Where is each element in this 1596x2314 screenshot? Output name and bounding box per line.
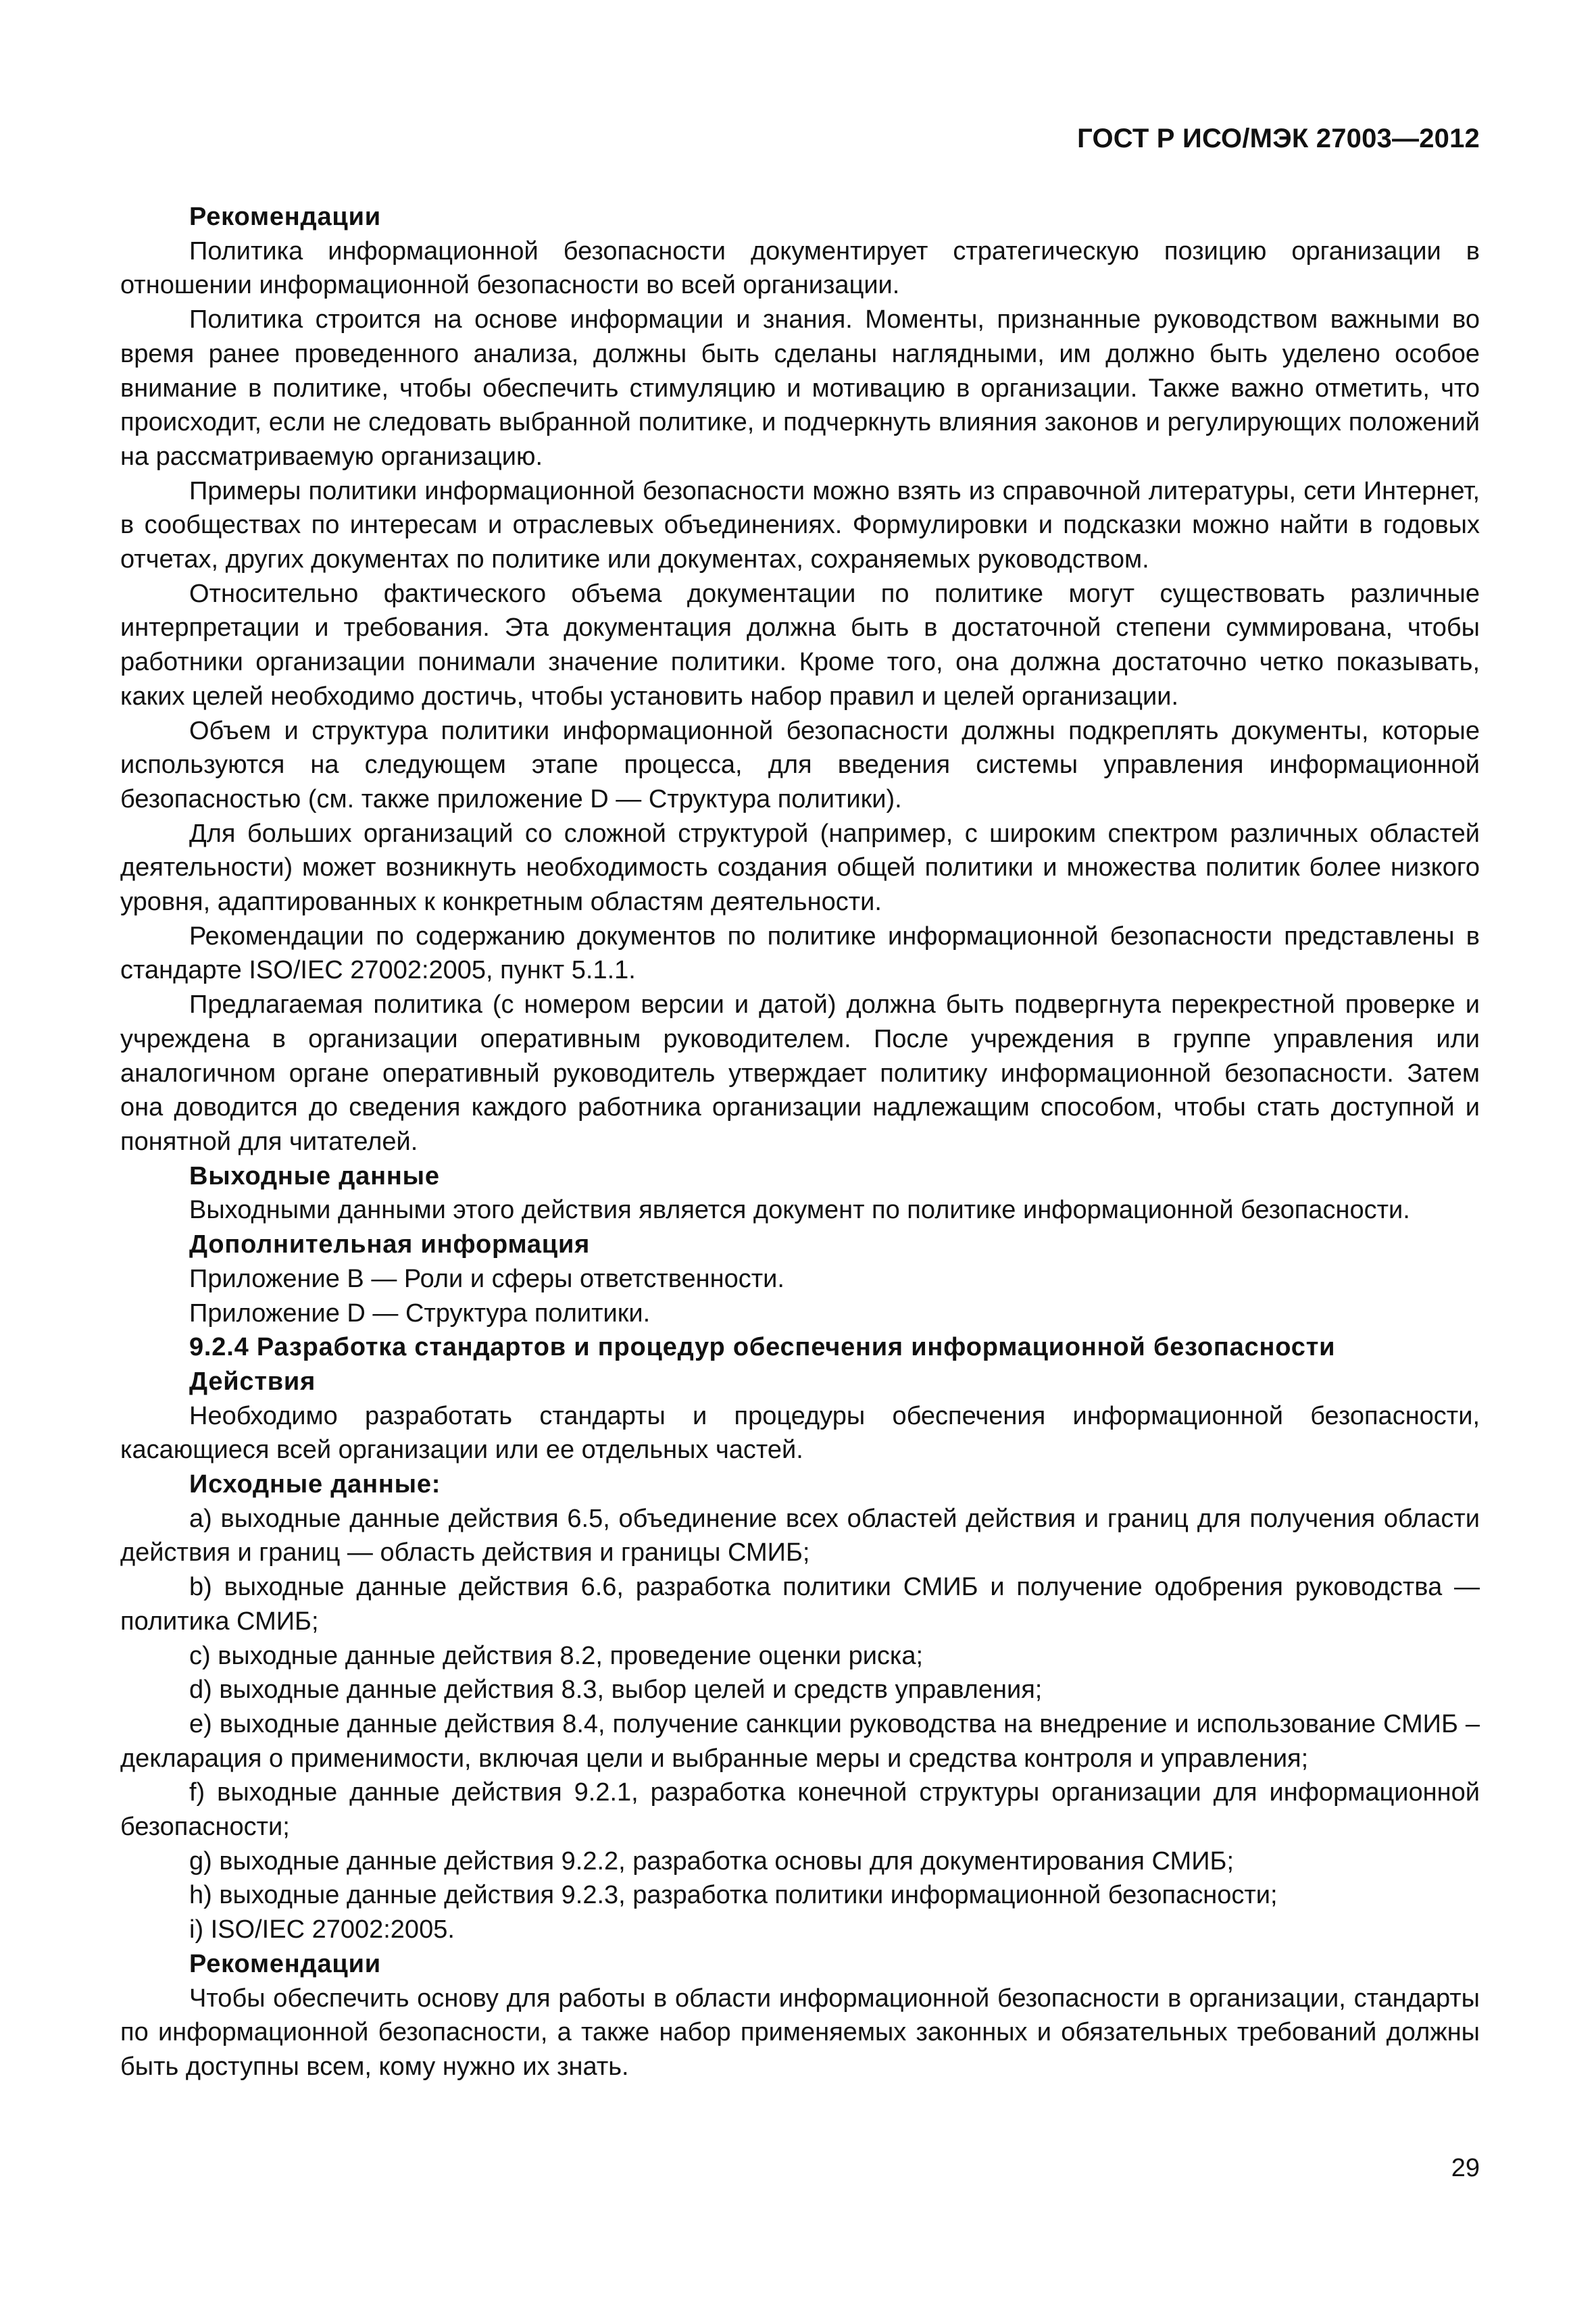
subsection-heading: 9.2.4 Разработка стандартов и процедур обеспечения информационной безопасности (189, 1333, 1336, 1362)
list-item: e) выходные данные действия 8.4, получение санкции руководства на внедрение и использование СМИБ – декларация о применимости, включая цели и выбранные меры и средства контроля и управления; (120, 1709, 1480, 1773)
list-item: h) выходные данные действия 9.2.3, разработка политики информационной безопасности; (189, 1881, 1278, 1910)
list-item: b) выходные данные действия 6.6, разработка политики СМИБ и получение одобрения руководства — политика СМИБ; (120, 1573, 1480, 1636)
paragraph: Примеры политики информационной безопасности можно взять из справочной литературы, сети Интернет, в сообществах по интересам и отраслевых объединениях. Формулировки и подсказки можно найти в годовых отчетах, других документах по политике или документах, сохраняемых руководством. (120, 476, 1480, 574)
section-heading: Выходные данные (189, 1161, 440, 1190)
paragraph: Политика информационной безопасности документирует стратегическую позицию организации в отношении информационной безопасности во всей организации. (120, 236, 1480, 300)
section-heading: Действия (189, 1367, 316, 1396)
paragraph: Необходимо разработать стандарты и процедуры обеспечения информационной безопасности, касающиеся всей организации или ее отдельных частей. (120, 1401, 1480, 1465)
paragraph: Приложение D — Структура политики. (189, 1299, 651, 1328)
paragraph: Относительно фактического объема документации по политике могут существовать различные интерпретации и требования. Эта документация должна быть в достаточной степени суммирована, чтобы работники организации понимали значение политики. Кроме того, она должна достаточно четко показывать, каких целей необходимо достичь, чтобы установить набор правил и целей организации. (120, 579, 1480, 711)
paragraph: Рекомендации по содержанию документов по политике информационной безопасности представлены в стандарте ISO/IEC 27002:2005, пункт 5.1.1. (120, 922, 1480, 985)
document-body (120, 200, 1480, 2084)
paragraph: Приложение B — Роли и сферы ответственности. (189, 1264, 784, 1293)
list-item: i) ISO/IEC 27002:2005. (189, 1915, 455, 1944)
paragraph: Выходными данными этого действия является документ по политике информационной безопасности. (189, 1196, 1410, 1225)
list-item: g) выходные данные действия 9.2.2, разработка основы для документирования СМИБ; (189, 1846, 1235, 1876)
section-heading: Исходные данные: (189, 1470, 441, 1499)
document-header: ГОСТ Р ИСО/МЭК 27003—2012 (1077, 124, 1480, 153)
paragraph: Для больших организаций со сложной структурой (например, с широким спектром различных областей деятельности) может возникнуть необходимость создания общей политики и множества политик более низкого уровня, адаптированных к конкретным областям деятельности. (120, 819, 1480, 917)
page-number: 29 (1451, 2154, 1480, 2182)
list-item: c) выходные данные действия 8.2, проведение оценки риска; (189, 1641, 924, 1670)
paragraph: Чтобы обеспечить основу для работы в области информационной безопасности в организации, стандарты по информационной безопасности, а также набор применяемых законных и обязательных требований должны быть доступны всем, кому нужно их знать. (120, 1984, 1480, 2081)
document-page (120, 0, 1480, 2314)
list-item: d) выходные данные действия 8.3, выбор целей и средств управления; (189, 1676, 1043, 1705)
section-heading: Рекомендации (189, 1949, 381, 1978)
list-item: a) выходные данные действия 6.5, объединение всех областей действия и границ для получения области действия и границ — область действия и границы СМИБ; (120, 1504, 1480, 1567)
paragraph: Политика строится на основе информации и знания. Моменты, признанные руководством важными во время ранее проведенного анализа, должны быть сделаны наглядными, им должно быть уделено особое внимание в политике, чтобы обеспечить стимуляцию и мотивацию в организации. Также важно отметить, что происходит, если не следовать выбранной политике, и подчеркнуть влияния законов и регулирующих положений на рассматриваемую организацию. (120, 305, 1480, 471)
paragraph: Предлагаемая политика (с номером версии и датой) должна быть подвергнута перекрестной проверке и учреждена в организации оперативным руководителем. После учреждения в группе управления или аналогичном органе оперативный руководитель утверждает политику информационной безопасности. Затем она доводится до сведения каждого работника организации надлежащим способом, чтобы стать доступной и понятной для читателей. (120, 990, 1480, 1156)
list-item: f) выходные данные действия 9.2.1, разработка конечной структуры организации для информационной безопасности; (120, 1778, 1480, 1842)
section-heading: Дополнительная информация (189, 1230, 591, 1259)
paragraph: Объем и структура политики информационной безопасности должны подкреплять документы, которые используются на следующем этапе процесса, для введения системы управления информационной безопасностью (см. также приложение D — Структура политики). (120, 716, 1480, 813)
section-heading: Рекомендации (189, 203, 381, 231)
